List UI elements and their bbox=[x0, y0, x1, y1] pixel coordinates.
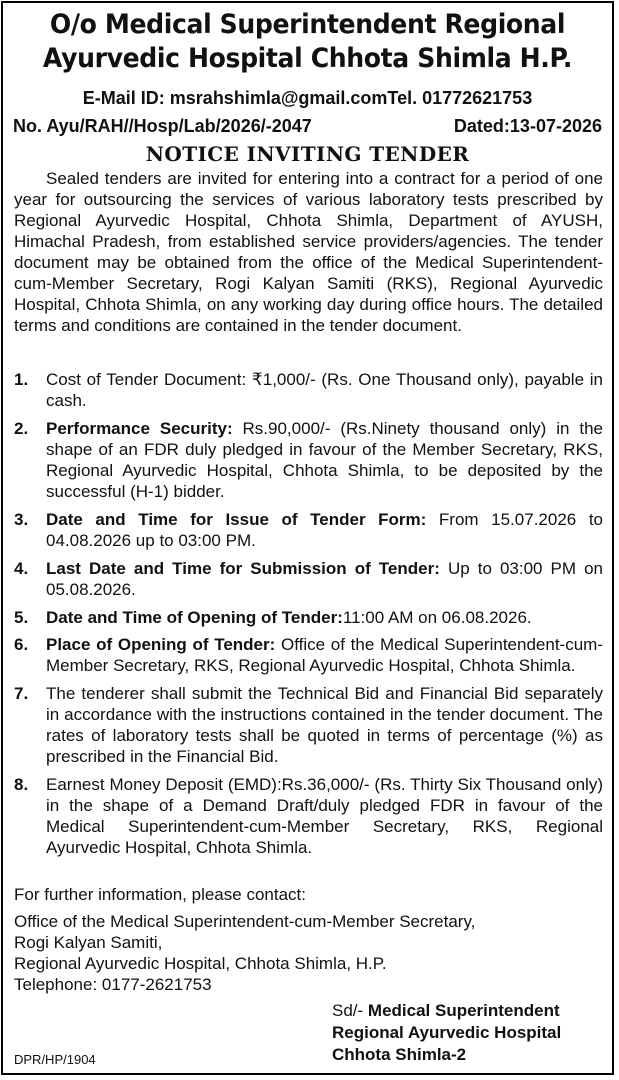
contact-heading: For further information, please contact: bbox=[14, 885, 306, 904]
item-label: Last Date and Time for Submission of Tender: bbox=[46, 559, 440, 578]
reference-line bbox=[13, 115, 602, 137]
signature-sd: Sd/- bbox=[332, 1001, 368, 1020]
list-item bbox=[14, 634, 603, 676]
reference-number: No. Ayu/RAH//Hosp/Lab/2026/-2047 bbox=[13, 116, 312, 136]
email-phone-line: E-Mail ID: msrahshimla@gmail.comTel. 01772621753 bbox=[82, 88, 533, 108]
item-label: Performance Security: bbox=[46, 419, 233, 438]
item-text: Place of Opening of Tender: Office of the Medical Superintendent-cum-Member Secretary, RKS, Regional Ayurvedic Hospital, Chhota Shimla. bbox=[46, 635, 603, 675]
notice-date: Dated:13-07-2026 bbox=[453, 116, 602, 136]
contact-phone: Telephone: 0177-2621753 bbox=[14, 975, 212, 994]
contact-line: Regional Ayurvedic Hospital, Chhota Shimla, H.P. bbox=[14, 954, 387, 973]
item-number: 2. bbox=[14, 419, 29, 438]
item-text: Date and Time for Issue of Tender Form: From 15.07.2026 to 04.08.2026 up to 03:00 PM. bbox=[46, 510, 603, 550]
signature-block bbox=[332, 1000, 561, 1066]
item-number: 3. bbox=[14, 510, 29, 529]
list-item bbox=[14, 509, 603, 551]
office-title-line1: O/o Medical Superintendent Regional bbox=[49, 9, 566, 40]
signatory-location: Chhota Shimla-2 bbox=[332, 1045, 467, 1064]
item-number: 5. bbox=[14, 608, 29, 627]
intro-paragraph: Sealed tenders are invited for entering into a contract for a period of one year for outsourcing the services of various laboratory tests prescribed by Regional Ayurvedic Hospital, Chhota Shimla, Department of AYUSH, Himachal Pradesh, from established service providers/agencies. The tender document may be obtained from the office of the Medical Superintendent-cum-Member Secretary, Rogi Kalyan Samiti (RKS), Regional Ayurvedic Hospital, Chhota Shimla, on any working day during office hours. The detailed terms and conditions are contained in the tender document. bbox=[14, 169, 603, 335]
tender-notice bbox=[1, 1, 614, 1075]
signatory-office: Regional Ayurvedic Hospital bbox=[332, 1023, 562, 1042]
list-item bbox=[14, 369, 603, 411]
item-number: 7. bbox=[14, 684, 29, 703]
dpr-code: DPR/HP/1904 bbox=[14, 1052, 96, 1067]
item-label: Place of Opening of Tender: bbox=[46, 635, 276, 654]
item-number: 6. bbox=[14, 635, 29, 654]
signatory-title: Medical Superintendent bbox=[367, 1001, 560, 1020]
item-text: Earnest Money Deposit (EMD):Rs.36,000/- (Rs. Thirty Six Thousand only) in the shape of a Demand Draft/duly pledged FDR in favour of the Medical Superintendent-cum-Member Secretary, RKS, Regional Ayurvedic Hospital, Chhota Shimla. bbox=[46, 775, 603, 857]
contact-line: Rogi Kalyan Samiti, bbox=[14, 933, 163, 952]
office-title-line2: Ayurvedic Hospital Chhota Shimla H.P. bbox=[42, 43, 573, 74]
list-item bbox=[14, 683, 603, 767]
item-number: 4. bbox=[14, 559, 29, 578]
item-number: 8. bbox=[14, 775, 29, 794]
list-item bbox=[14, 774, 603, 858]
list-item bbox=[14, 558, 603, 600]
item-text: Cost of Tender Document: ₹1,000/- (Rs. One Thousand only), payable in cash. bbox=[46, 370, 603, 410]
item-text: Last Date and Time for Submission of Tender: Up to 03:00 PM on 05.08.2026. bbox=[46, 559, 604, 599]
list-item bbox=[14, 607, 603, 628]
list-item bbox=[14, 418, 603, 502]
item-label: Date and Time of Opening of Tender: bbox=[46, 608, 343, 627]
contact-address bbox=[14, 911, 603, 995]
contact-line: Office of the Medical Superintendent-cum-Member Secretary, bbox=[14, 912, 476, 931]
item-text: Date and Time of Opening of Tender:11:00 AM on 06.08.2026. bbox=[46, 608, 532, 627]
item-text: Performance Security: Rs.90,000/- (Rs.Ninety thousand only) in the shape of an FDR duly pledged in favour of the Member Secretary, RKS, Regional Ayurvedic Hospital, Chhota Shimla, to be deposited by the successful (H-1) bidder. bbox=[46, 419, 604, 501]
notice-title: NOTICE INVITING TENDER bbox=[145, 142, 470, 166]
item-number: 1. bbox=[14, 370, 29, 389]
item-label: Date and Time for Issue of Tender Form: bbox=[46, 510, 427, 529]
tender-conditions-list bbox=[14, 369, 603, 858]
item-text: The tenderer shall submit the Technical Bid and Financial Bid separately in accordance with the instructions contained in the tender document. The rates of laboratory tests shall be quoted in terms of percentage (%) as prescribed in the Financial Bid. bbox=[46, 684, 603, 766]
